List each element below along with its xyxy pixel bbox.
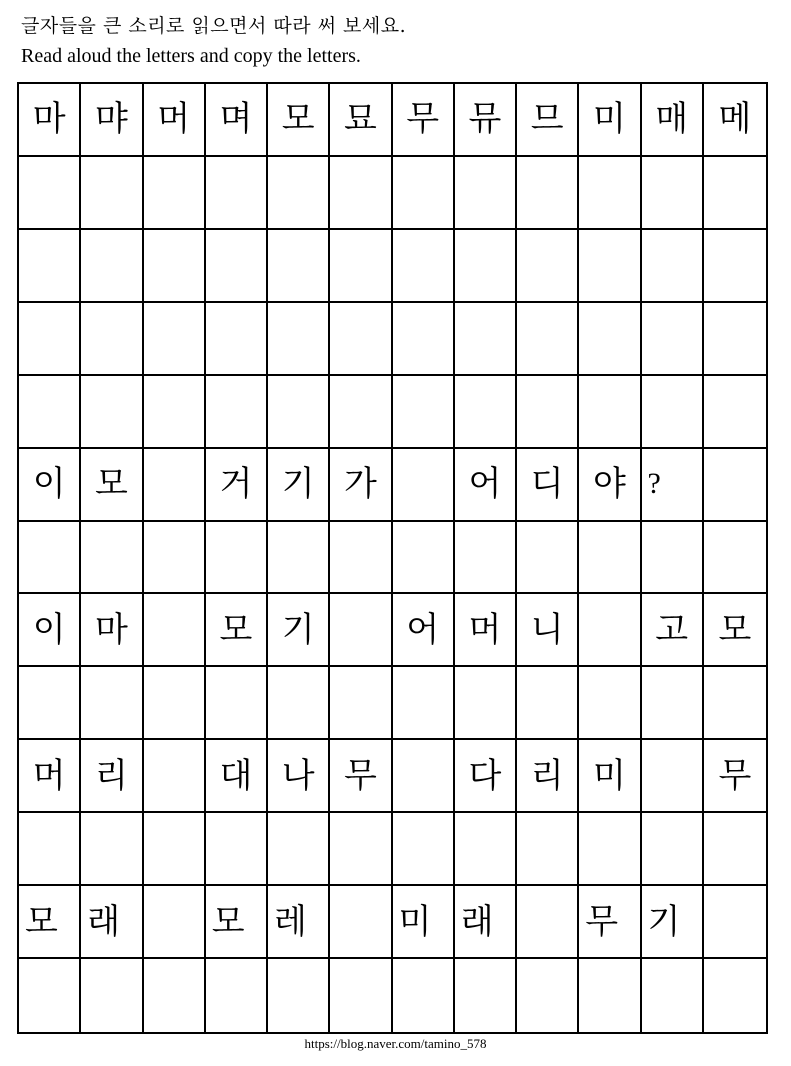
practice-cell-blank xyxy=(642,667,704,740)
practice-cell-blank xyxy=(579,230,641,303)
practice-cell-blank xyxy=(704,959,766,1032)
practice-cell-blank xyxy=(206,230,268,303)
practice-cell-blank xyxy=(268,376,330,449)
practice-cell-blank xyxy=(393,740,455,813)
practice-cell-blank xyxy=(81,813,143,886)
practice-cell-blank xyxy=(144,157,206,230)
instruction-english: Read aloud the letters and copy the letters. xyxy=(21,45,361,67)
practice-cell-blank xyxy=(81,522,143,595)
practice-cell-blank xyxy=(206,667,268,740)
practice-cell-letter: 어 xyxy=(455,449,517,522)
practice-cell-blank xyxy=(642,230,704,303)
practice-cell-blank xyxy=(144,230,206,303)
practice-cell-blank xyxy=(144,449,206,522)
practice-cell-blank xyxy=(330,813,392,886)
practice-cell-blank xyxy=(144,959,206,1032)
practice-cell-blank xyxy=(330,522,392,595)
practice-cell-blank xyxy=(81,157,143,230)
practice-cell-blank xyxy=(330,303,392,376)
practice-cell-letter: 마 xyxy=(81,594,143,667)
practice-cell-blank xyxy=(393,667,455,740)
practice-cell-blank xyxy=(144,886,206,959)
practice-cell-blank xyxy=(268,522,330,595)
practice-cell-letter: 모 xyxy=(704,594,766,667)
practice-cell-blank xyxy=(81,959,143,1032)
practice-cell-blank xyxy=(206,303,268,376)
practice-cell-blank xyxy=(455,376,517,449)
practice-cell-blank xyxy=(579,376,641,449)
practice-cell-letter: 모 xyxy=(268,84,330,157)
practice-cell-letter: 레 xyxy=(268,886,330,959)
practice-cell-blank xyxy=(642,376,704,449)
practice-cell-blank xyxy=(704,522,766,595)
practice-cell-blank xyxy=(517,303,579,376)
practice-cell-blank xyxy=(268,157,330,230)
practice-cell-blank xyxy=(19,157,81,230)
practice-cell-blank xyxy=(517,230,579,303)
practice-cell-letter: 며 xyxy=(206,84,268,157)
practice-cell-letter: 어 xyxy=(393,594,455,667)
practice-cell-letter: 모 xyxy=(19,886,81,959)
practice-cell-blank xyxy=(268,303,330,376)
practice-cell-blank xyxy=(579,813,641,886)
practice-cell-blank xyxy=(704,667,766,740)
practice-cell-letter: 이 xyxy=(19,449,81,522)
practice-cell-blank xyxy=(704,886,766,959)
practice-cell-blank xyxy=(393,303,455,376)
practice-cell-letter: 메 xyxy=(704,84,766,157)
practice-cell-blank xyxy=(19,522,81,595)
practice-cell-blank xyxy=(642,303,704,376)
practice-cell-letter: 머 xyxy=(19,740,81,813)
practice-cell-blank xyxy=(704,303,766,376)
practice-cell-blank xyxy=(642,959,704,1032)
practice-cell-blank xyxy=(144,594,206,667)
practice-cell-letter: 모 xyxy=(206,594,268,667)
instruction-korean: 글자들을 큰 소리로 읽으면서 따라 써 보세요. xyxy=(21,15,407,37)
practice-cell-letter: 리 xyxy=(517,740,579,813)
practice-cell-letter: 머 xyxy=(144,84,206,157)
practice-cell-blank xyxy=(517,157,579,230)
practice-cell-letter: 무 xyxy=(704,740,766,813)
practice-cell-letter: 뮤 xyxy=(455,84,517,157)
practice-cell-blank xyxy=(455,522,517,595)
practice-cell-blank xyxy=(330,157,392,230)
practice-cell-blank xyxy=(206,157,268,230)
practice-cell-letter: ? xyxy=(642,449,704,522)
practice-cell-letter: 나 xyxy=(268,740,330,813)
practice-cell-blank xyxy=(704,157,766,230)
practice-cell-blank xyxy=(393,959,455,1032)
practice-cell-blank xyxy=(455,813,517,886)
practice-cell-letter: 미 xyxy=(579,84,641,157)
practice-cell-blank xyxy=(704,449,766,522)
practice-cell-blank xyxy=(19,230,81,303)
writing-practice-grid xyxy=(17,82,768,1034)
practice-cell-blank xyxy=(330,594,392,667)
practice-cell-letter: 무 xyxy=(579,886,641,959)
practice-cell-blank xyxy=(81,230,143,303)
practice-cell-blank xyxy=(144,376,206,449)
practice-cell-blank xyxy=(268,959,330,1032)
practice-cell-letter: 대 xyxy=(206,740,268,813)
practice-cell-blank xyxy=(393,376,455,449)
practice-cell-letter: 먀 xyxy=(81,84,143,157)
practice-cell-letter: 다 xyxy=(455,740,517,813)
practice-cell-letter: 야 xyxy=(579,449,641,522)
practice-cell-blank xyxy=(268,813,330,886)
practice-cell-letter: 매 xyxy=(642,84,704,157)
practice-cell-letter: 모 xyxy=(206,886,268,959)
practice-cell-blank xyxy=(579,594,641,667)
practice-cell-blank xyxy=(393,449,455,522)
practice-cell-letter: 고 xyxy=(642,594,704,667)
practice-cell-blank xyxy=(206,522,268,595)
practice-cell-blank xyxy=(455,230,517,303)
practice-cell-blank xyxy=(455,959,517,1032)
practice-cell-blank xyxy=(268,230,330,303)
practice-cell-blank xyxy=(704,813,766,886)
practice-cell-blank xyxy=(393,813,455,886)
practice-cell-letter: 기 xyxy=(268,449,330,522)
practice-cell-blank xyxy=(393,522,455,595)
practice-cell-blank xyxy=(704,376,766,449)
practice-cell-blank xyxy=(144,522,206,595)
practice-cell-blank xyxy=(144,813,206,886)
practice-cell-blank xyxy=(206,959,268,1032)
practice-cell-blank xyxy=(393,157,455,230)
practice-cell-letter: 무 xyxy=(330,740,392,813)
practice-cell-blank xyxy=(517,376,579,449)
practice-cell-blank xyxy=(642,813,704,886)
practice-cell-blank xyxy=(144,740,206,813)
practice-cell-letter: 미 xyxy=(393,886,455,959)
practice-cell-blank xyxy=(206,376,268,449)
practice-cell-blank xyxy=(144,303,206,376)
practice-cell-letter: 모 xyxy=(81,449,143,522)
practice-cell-blank xyxy=(517,813,579,886)
practice-cell-blank xyxy=(642,522,704,595)
practice-cell-blank xyxy=(330,667,392,740)
practice-cell-blank xyxy=(579,303,641,376)
practice-cell-blank xyxy=(642,157,704,230)
practice-cell-letter: 마 xyxy=(19,84,81,157)
practice-cell-letter: 래 xyxy=(455,886,517,959)
practice-cell-blank xyxy=(517,959,579,1032)
practice-cell-letter: 기 xyxy=(268,594,330,667)
practice-cell-letter: 기 xyxy=(642,886,704,959)
practice-cell-letter: 가 xyxy=(330,449,392,522)
practice-cell-blank xyxy=(81,303,143,376)
practice-cell-blank xyxy=(144,667,206,740)
practice-cell-blank xyxy=(19,959,81,1032)
practice-cell-blank xyxy=(517,667,579,740)
practice-cell-letter: 리 xyxy=(81,740,143,813)
practice-cell-blank xyxy=(19,303,81,376)
practice-cell-letter: 니 xyxy=(517,594,579,667)
practice-cell-blank xyxy=(455,157,517,230)
practice-cell-blank xyxy=(455,667,517,740)
practice-cell-blank xyxy=(19,667,81,740)
practice-cell-blank xyxy=(330,959,392,1032)
practice-cell-blank xyxy=(330,886,392,959)
practice-cell-blank xyxy=(330,376,392,449)
practice-cell-blank xyxy=(81,376,143,449)
practice-cell-blank xyxy=(579,157,641,230)
practice-cell-letter: 묘 xyxy=(330,84,392,157)
practice-cell-blank xyxy=(704,230,766,303)
practice-cell-blank xyxy=(19,813,81,886)
practice-cell-blank xyxy=(455,303,517,376)
practice-cell-letter: 므 xyxy=(517,84,579,157)
practice-cell-blank xyxy=(330,230,392,303)
practice-cell-letter: 무 xyxy=(393,84,455,157)
practice-cell-blank xyxy=(517,522,579,595)
practice-cell-letter: 미 xyxy=(579,740,641,813)
practice-cell-blank xyxy=(579,959,641,1032)
practice-cell-letter: 머 xyxy=(455,594,517,667)
practice-cell-letter: 래 xyxy=(81,886,143,959)
practice-cell-blank xyxy=(579,667,641,740)
practice-cell-letter: 이 xyxy=(19,594,81,667)
practice-cell-blank xyxy=(642,740,704,813)
practice-cell-blank xyxy=(393,230,455,303)
practice-cell-blank xyxy=(517,886,579,959)
practice-cell-letter: 거 xyxy=(206,449,268,522)
practice-cell-letter: 디 xyxy=(517,449,579,522)
practice-cell-blank xyxy=(206,813,268,886)
practice-cell-blank xyxy=(19,376,81,449)
footer-source-url: https://blog.naver.com/tamino_578 xyxy=(304,1036,487,1051)
practice-cell-blank xyxy=(81,667,143,740)
practice-cell-blank xyxy=(268,667,330,740)
practice-cell-blank xyxy=(579,522,641,595)
